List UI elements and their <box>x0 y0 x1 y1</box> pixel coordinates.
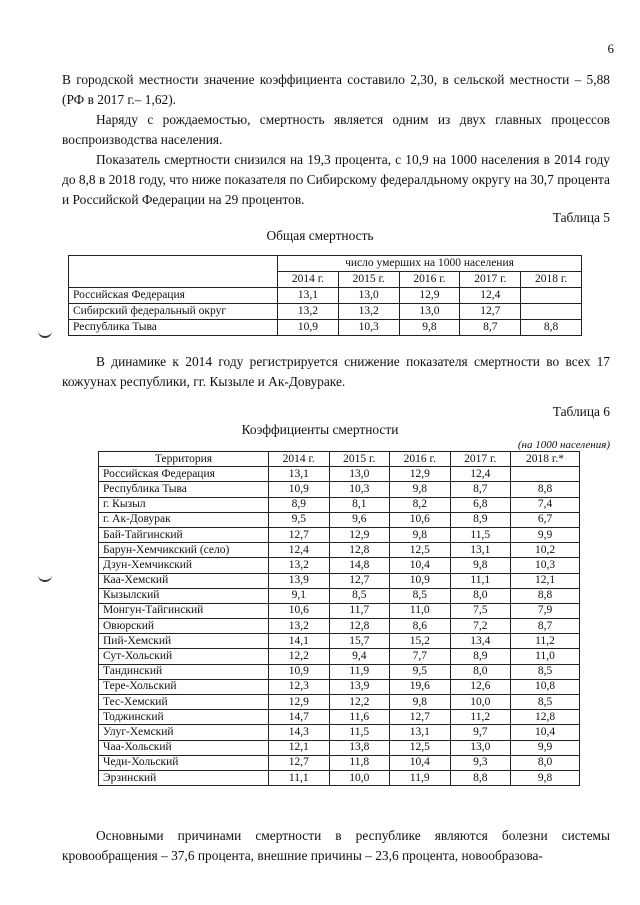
table6-cell: 10,4 <box>390 755 451 770</box>
table-row <box>99 482 580 497</box>
table6-cell: 8,5 <box>511 664 580 679</box>
paragraph-dynamics: В динамике к 2014 году регистрируется снижение показателя смертности во всех 17 кожуунах республики, гг. Кызыле и Ак-Довураке. <box>62 354 610 389</box>
table-row <box>99 527 580 542</box>
table6-cell: 12,7 <box>329 573 390 588</box>
table6-row-name: Тандинский <box>99 664 269 679</box>
table6-row-name: Каа-Хемский <box>99 573 269 588</box>
table6-cell: 10,8 <box>511 679 580 694</box>
table6-year-header: 2017 г. <box>450 452 511 467</box>
table6-cell: 14,7 <box>269 710 330 725</box>
table6-cell: 7,7 <box>390 649 451 664</box>
table6-cell: 15,2 <box>390 634 451 649</box>
paragraph-mortality-decrease: Показатель смертности снизился на 19,3 процента, с 10,9 на 1000 населения в 2014 году до 8,8 в 2018 году, что ниже показателя по Сибирскому федералдьному округу на 30,7 процента и Российской Федерации на 29 процентов. <box>62 152 610 207</box>
table6-cell: 9,6 <box>329 512 390 527</box>
table5-label: Таблица 5 <box>552 210 610 225</box>
table6-cell: 10,4 <box>511 725 580 740</box>
table6-cell: 12,9 <box>390 467 451 482</box>
table6-cell: 9,3 <box>450 755 511 770</box>
table6-cell: 8,1 <box>329 497 390 512</box>
table-row <box>99 695 580 710</box>
table6-cell: 11,7 <box>329 603 390 618</box>
table6-cell: 8,5 <box>390 588 451 603</box>
table6-row-name: Тоджинский <box>99 710 269 725</box>
table-row <box>99 755 580 770</box>
table6-cell: 19,6 <box>390 679 451 694</box>
table6-cell: 11,2 <box>450 710 511 725</box>
table-row <box>99 619 580 634</box>
table6-cell: 10,3 <box>511 558 580 573</box>
table6-cell: 13,2 <box>269 558 330 573</box>
table5-cell <box>521 304 582 320</box>
paragraph-mortality-intro: Наряду с рождаемостью, смертность является одним из двух главных процессов воспроизводства населения. <box>62 112 610 147</box>
table5-row-name: Сибирский федеральный округ <box>69 304 278 320</box>
table6-row-name: Республика Тыва <box>99 482 269 497</box>
table6-cell: 8,8 <box>511 588 580 603</box>
table6-row-name: Дзун-Хемчикский <box>99 558 269 573</box>
table-row <box>99 679 580 694</box>
table6-row-name: Улуг-Хемский <box>99 725 269 740</box>
table6-cell: 11,6 <box>329 710 390 725</box>
table6-cell: 15,7 <box>329 634 390 649</box>
table5-group-header: число умерших на 1000 населения <box>278 256 582 272</box>
table6-cell: 8,6 <box>390 619 451 634</box>
table5-cell: 13,0 <box>399 304 460 320</box>
table6-year-header: 2016 г. <box>390 452 451 467</box>
table-row <box>69 288 582 304</box>
table6-cell: 14,1 <box>269 634 330 649</box>
table6-cell: 8,9 <box>450 512 511 527</box>
table6-cell: 8,0 <box>450 588 511 603</box>
table6-cell: 12,3 <box>269 679 330 694</box>
table6-row-name: Барун-Хемчикский (село) <box>99 543 269 558</box>
table6-year-header: 2018 г.* <box>511 452 580 467</box>
table6-unit-note: (на 1000 населения) <box>517 439 610 451</box>
table6-cell: 13,0 <box>329 467 390 482</box>
table6-year-header: 2014 г. <box>269 452 330 467</box>
table6-cell: 12,5 <box>390 543 451 558</box>
table6-cell: 9,1 <box>269 588 330 603</box>
table6-cell: 9,8 <box>390 527 451 542</box>
table6-cell: 11,9 <box>390 770 451 785</box>
table5-year-header: 2017 г. <box>460 272 521 288</box>
table6-cell: 11,9 <box>329 664 390 679</box>
table-row <box>99 725 580 740</box>
table5-cell: 13,2 <box>278 304 339 320</box>
table6-cell: 10,9 <box>269 482 330 497</box>
table6-cell: 12,5 <box>390 740 451 755</box>
table6-row-name: Овюрский <box>99 619 269 634</box>
table6-cell: 8,8 <box>511 482 580 497</box>
table6-row-name: Кызылский <box>99 588 269 603</box>
table6-cell: 9,8 <box>450 558 511 573</box>
table6-cell: 7,9 <box>511 603 580 618</box>
scan-artifact-mark <box>38 574 52 582</box>
paragraph-urban-rural: В городской местности значение коэффициента составило 2,30, в сельской местности – 5,88 (РФ в 2017 г.– 1,62). <box>62 72 610 107</box>
table6-title: Коэффициенты смертности <box>241 422 399 437</box>
table6-cell: 7,2 <box>450 619 511 634</box>
table6-row-name: Российская Федерация <box>99 467 269 482</box>
table6-cell: 13,0 <box>450 740 511 755</box>
table5 <box>68 255 582 336</box>
table-row <box>99 710 580 725</box>
table6-cell: 14,3 <box>269 725 330 740</box>
table5-cell: 10,3 <box>338 320 399 336</box>
table6-cell: 10,2 <box>511 543 580 558</box>
table6-cell: 11,8 <box>329 755 390 770</box>
table6-cell: 13,1 <box>390 725 451 740</box>
table-row <box>99 603 580 618</box>
table5-cell: 12,9 <box>399 288 460 304</box>
table6-cell: 11,1 <box>450 573 511 588</box>
table5-cell: 8,8 <box>521 320 582 336</box>
table5-cell: 12,4 <box>460 288 521 304</box>
table6-cell: 9,9 <box>511 527 580 542</box>
table6-cell: 12,2 <box>329 695 390 710</box>
table6-cell: 12,1 <box>511 573 580 588</box>
table6-label: Таблица 6 <box>552 404 610 419</box>
table6-cell: 13,2 <box>269 619 330 634</box>
table6-cell: 12,4 <box>450 467 511 482</box>
table6-cell: 11,0 <box>390 603 451 618</box>
table6-territory-header: Территория <box>99 452 269 467</box>
table6-row-name: Бай-Тайгинский <box>99 527 269 542</box>
table-row <box>69 320 582 336</box>
table6-cell: 10,3 <box>329 482 390 497</box>
table5-year-header: 2014 г. <box>278 272 339 288</box>
table6-cell: 12,7 <box>269 527 330 542</box>
table6-row-name: Чеди-Хольский <box>99 755 269 770</box>
table6-cell: 7,5 <box>450 603 511 618</box>
table6-cell: 9,7 <box>450 725 511 740</box>
table6-row-name: Монгун-Тайгинский <box>99 603 269 618</box>
table5-title: Общая смертность <box>266 228 374 243</box>
table6-cell: 7,4 <box>511 497 580 512</box>
table6-cell: 13,1 <box>269 467 330 482</box>
table6-cell: 12,2 <box>269 649 330 664</box>
table6-cell: 9,5 <box>390 664 451 679</box>
table5-cell: 13,2 <box>338 304 399 320</box>
table6-cell: 10,0 <box>329 770 390 785</box>
table6-cell: 12,8 <box>329 619 390 634</box>
table6-cell: 11,1 <box>269 770 330 785</box>
table6-cell: 9,5 <box>269 512 330 527</box>
table6-cell: 9,8 <box>511 770 580 785</box>
table5-cell: 13,1 <box>278 288 339 304</box>
table6-year-header: 2015 г. <box>329 452 390 467</box>
table6-cell: 12,6 <box>450 679 511 694</box>
paragraph-causes: Основными причинами смертности в республике являются болезни системы кровообращения – 37,6 процента, внешние причины – 23,6 процента, новообразова- <box>62 828 610 863</box>
table6-cell: 6,8 <box>450 497 511 512</box>
table6-cell: 8,0 <box>511 755 580 770</box>
table5-cell: 9,8 <box>399 320 460 336</box>
table5-year-header: 2018 г. <box>521 272 582 288</box>
table5-cell: 8,7 <box>460 320 521 336</box>
table-row <box>99 770 580 785</box>
table-row <box>99 512 580 527</box>
table6-cell: 13,9 <box>329 679 390 694</box>
table6-cell: 11,0 <box>511 649 580 664</box>
table6-cell: 8,7 <box>511 619 580 634</box>
table6-cell: 10,9 <box>269 664 330 679</box>
table6-row-name: Чаа-Хольский <box>99 740 269 755</box>
table6-cell: 9,8 <box>390 695 451 710</box>
table6 <box>98 451 580 786</box>
table6-cell: 12,9 <box>329 527 390 542</box>
table6-cell: 12,7 <box>269 755 330 770</box>
table5-cell: 13,0 <box>338 288 399 304</box>
table6-cell: 12,8 <box>511 710 580 725</box>
table-row <box>99 558 580 573</box>
table6-cell: 14,8 <box>329 558 390 573</box>
table5-cell: 12,7 <box>460 304 521 320</box>
table6-cell: 10,6 <box>269 603 330 618</box>
table6-cell: 11,2 <box>511 634 580 649</box>
table6-cell: 10,9 <box>390 573 451 588</box>
table6-row-name: Тес-Хемский <box>99 695 269 710</box>
table6-cell: 8,5 <box>511 695 580 710</box>
table6-cell: 13,8 <box>329 740 390 755</box>
table5-year-header: 2016 г. <box>399 272 460 288</box>
table6-cell: 10,0 <box>450 695 511 710</box>
table6-cell: 13,4 <box>450 634 511 649</box>
table6-cell: 8,9 <box>269 497 330 512</box>
table6-row-name: г. Кызыл <box>99 497 269 512</box>
table6-cell <box>511 467 580 482</box>
table6-row-name: Сут-Хольский <box>99 649 269 664</box>
table6-cell: 8,7 <box>450 482 511 497</box>
page-number: 6 <box>607 41 614 56</box>
table6-cell: 12,9 <box>269 695 330 710</box>
table6-cell: 10,6 <box>390 512 451 527</box>
table6-cell: 8,0 <box>450 664 511 679</box>
table6-row-name: Эрзинский <box>99 770 269 785</box>
table6-cell: 9,8 <box>390 482 451 497</box>
table-row <box>69 304 582 320</box>
table5-cell: 10,9 <box>278 320 339 336</box>
table6-cell: 9,9 <box>511 740 580 755</box>
scan-artifact-mark <box>38 330 52 338</box>
table6-cell: 12,7 <box>390 710 451 725</box>
table6-cell: 12,1 <box>269 740 330 755</box>
table6-row-name: Пий-Хемский <box>99 634 269 649</box>
table6-cell: 8,5 <box>329 588 390 603</box>
table-row <box>99 664 580 679</box>
table5-row-name: Республика Тыва <box>69 320 278 336</box>
table6-cell: 13,9 <box>269 573 330 588</box>
table-row <box>99 588 580 603</box>
table6-cell: 8,9 <box>450 649 511 664</box>
table5-row-name: Российская Федерация <box>69 288 278 304</box>
table5-corner-cell <box>69 256 278 288</box>
table-row <box>99 649 580 664</box>
table6-row-name: Тере-Хольский <box>99 679 269 694</box>
table6-cell: 8,8 <box>450 770 511 785</box>
table6-cell: 12,8 <box>329 543 390 558</box>
table6-cell: 10,4 <box>390 558 451 573</box>
table-row <box>99 740 580 755</box>
table-row <box>99 543 580 558</box>
table-row <box>99 634 580 649</box>
table6-cell: 11,5 <box>450 527 511 542</box>
table6-cell: 8,2 <box>390 497 451 512</box>
table-row <box>99 497 580 512</box>
table6-cell: 13,1 <box>450 543 511 558</box>
table6-cell: 12,4 <box>269 543 330 558</box>
table6-cell: 6,7 <box>511 512 580 527</box>
table5-cell <box>521 288 582 304</box>
table-row <box>99 467 580 482</box>
table6-cell: 11,5 <box>329 725 390 740</box>
table6-row-name: г. Ак-Довурак <box>99 512 269 527</box>
table6-cell: 9,4 <box>329 649 390 664</box>
table5-year-header: 2015 г. <box>338 272 399 288</box>
table-row <box>99 573 580 588</box>
